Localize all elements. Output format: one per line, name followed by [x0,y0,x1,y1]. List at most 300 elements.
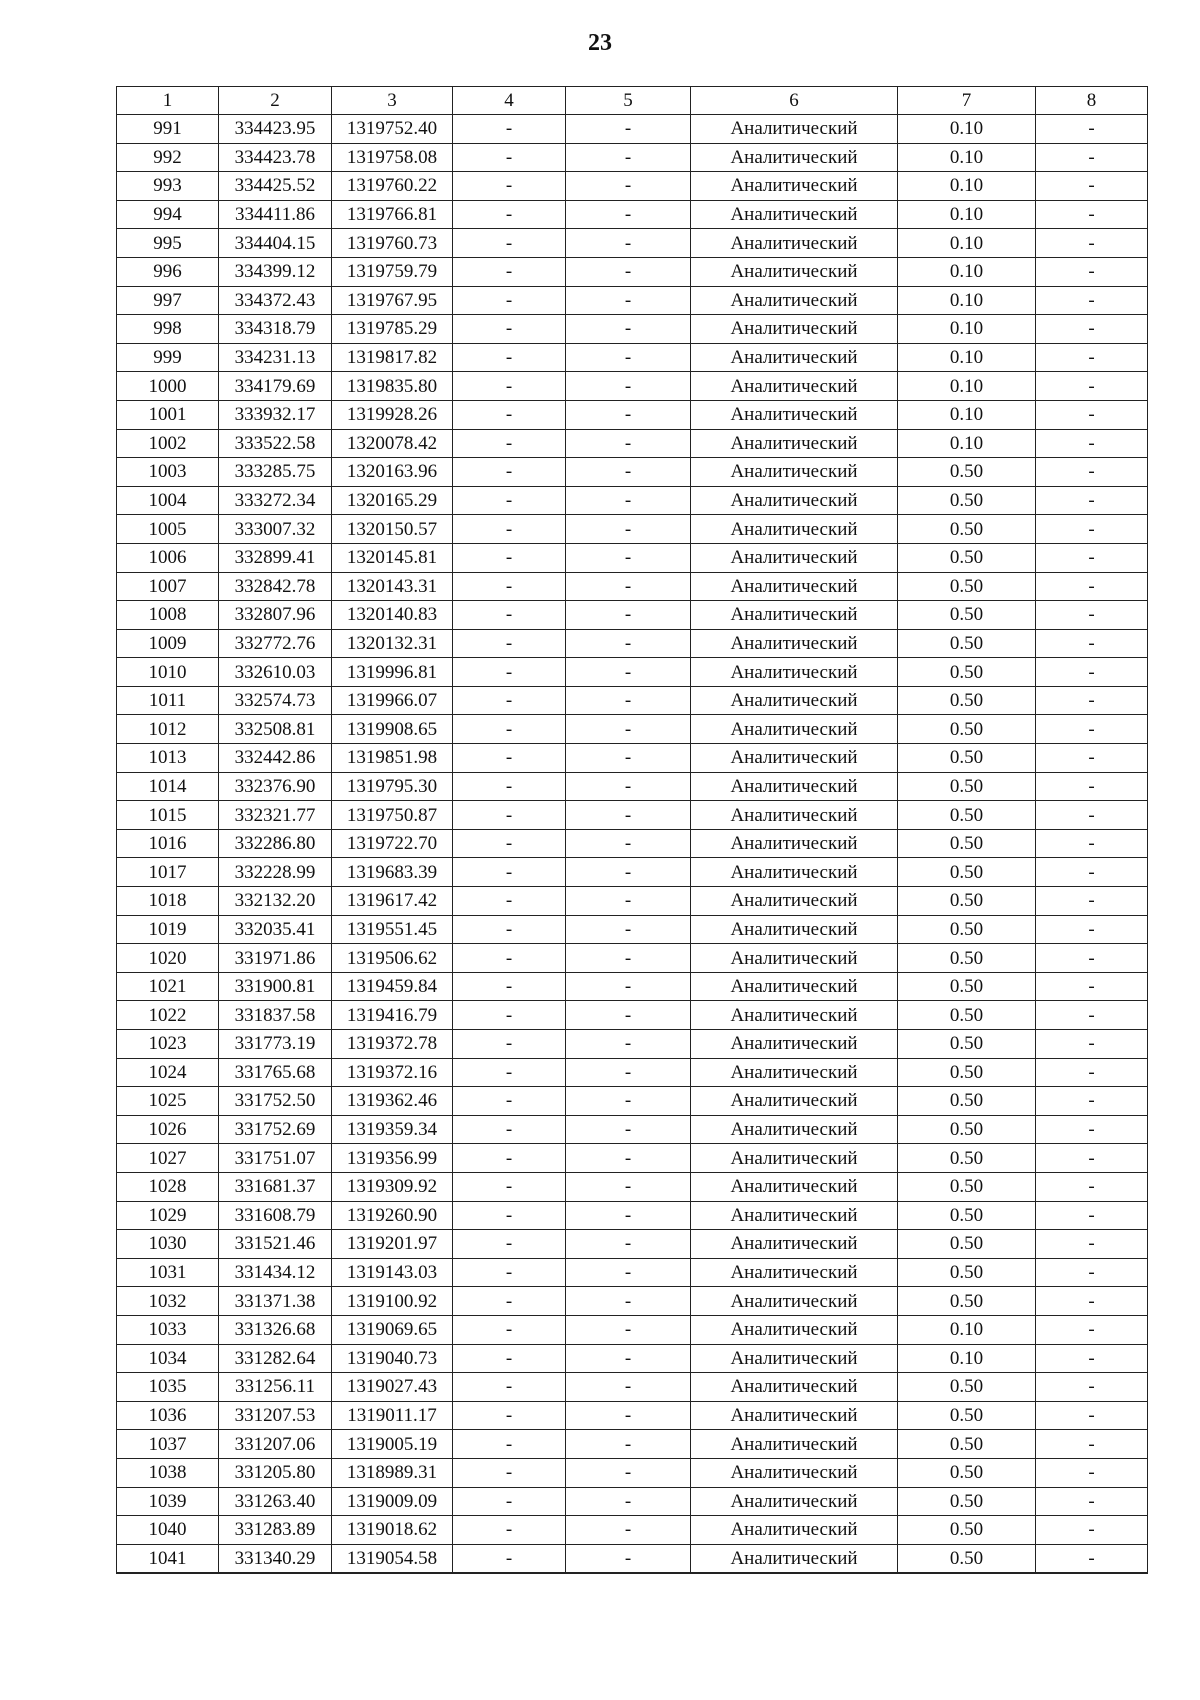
method-cell: Аналитический [691,915,898,944]
coord-x-cell: 331263.40 [219,1487,332,1516]
col5-cell: - [566,372,691,401]
table-row [117,515,1148,544]
col5-cell: - [566,1201,691,1230]
col4-cell: - [453,1373,566,1402]
accuracy-cell: 0.50 [898,1487,1036,1516]
col8-cell: - [1036,1430,1148,1459]
point-number-cell: 995 [117,229,219,258]
col8-cell: - [1036,1087,1148,1116]
col8-cell: - [1036,1201,1148,1230]
table-row [117,1458,1148,1487]
method-cell: Аналитический [691,458,898,487]
coord-x-cell: 331752.50 [219,1087,332,1116]
method-cell: Аналитический [691,887,898,916]
col4-cell: - [453,772,566,801]
point-number-cell: 1036 [117,1401,219,1430]
accuracy-cell: 0.50 [898,601,1036,630]
col4-cell: - [453,1087,566,1116]
col8-cell: - [1036,1144,1148,1173]
table-row [117,858,1148,887]
point-number-cell: 1004 [117,486,219,515]
accuracy-cell: 0.50 [898,1058,1036,1087]
accuracy-cell: 0.50 [898,1258,1036,1287]
col5-cell: - [566,1287,691,1316]
table-row [117,1172,1148,1201]
col5-cell: - [566,343,691,372]
accuracy-cell: 0.10 [898,400,1036,429]
point-number-cell: 1037 [117,1430,219,1459]
col4-cell: - [453,887,566,916]
accuracy-cell: 0.50 [898,486,1036,515]
col5-cell: - [566,944,691,973]
col4-cell: - [453,229,566,258]
coord-y-cell: 1319617.42 [332,887,453,916]
coord-x-cell: 331434.12 [219,1258,332,1287]
point-number-cell: 1008 [117,601,219,630]
col4-cell: - [453,1144,566,1173]
coord-x-cell: 332286.80 [219,829,332,858]
table-row [117,658,1148,687]
accuracy-cell: 0.10 [898,343,1036,372]
coord-x-cell: 334372.43 [219,286,332,315]
col8-cell: - [1036,1373,1148,1402]
method-cell: Аналитический [691,1201,898,1230]
table-row [117,1230,1148,1259]
col5-cell: - [566,1058,691,1087]
coord-x-cell: 333285.75 [219,458,332,487]
col8-cell: - [1036,772,1148,801]
coordinates-table [116,86,1148,1574]
method-cell: Аналитический [691,772,898,801]
coord-x-cell: 331837.58 [219,1001,332,1030]
col5-cell: - [566,1373,691,1402]
table-row [117,1030,1148,1059]
table-row [117,944,1148,973]
col5-cell: - [566,1258,691,1287]
col5-cell: - [566,1172,691,1201]
table-row [117,686,1148,715]
col4-cell: - [453,1401,566,1430]
col8-cell: - [1036,1487,1148,1516]
coord-x-cell: 331608.79 [219,1201,332,1230]
accuracy-cell: 0.50 [898,1115,1036,1144]
coord-y-cell: 1319054.58 [332,1544,453,1573]
table-row [117,972,1148,1001]
accuracy-cell: 0.50 [898,772,1036,801]
col4-cell: - [453,1458,566,1487]
accuracy-cell: 0.50 [898,887,1036,916]
col5-cell: - [566,257,691,286]
col8-cell: - [1036,629,1148,658]
column-header-1: 1 [117,87,219,115]
col4-cell: - [453,1487,566,1516]
col5-cell: - [566,801,691,830]
col4-cell: - [453,543,566,572]
col8-cell: - [1036,1344,1148,1373]
method-cell: Аналитический [691,801,898,830]
col4-cell: - [453,972,566,1001]
col8-cell: - [1036,972,1148,1001]
col8-cell: - [1036,315,1148,344]
col4-cell: - [453,1115,566,1144]
col8-cell: - [1036,601,1148,630]
method-cell: Аналитический [691,286,898,315]
point-number-cell: 1029 [117,1201,219,1230]
accuracy-cell: 0.50 [898,1030,1036,1059]
table-row [117,172,1148,201]
col8-cell: - [1036,658,1148,687]
coord-y-cell: 1320165.29 [332,486,453,515]
point-number-cell: 1005 [117,515,219,544]
coord-x-cell: 333932.17 [219,400,332,429]
coord-y-cell: 1319018.62 [332,1516,453,1545]
col8-cell: - [1036,1315,1148,1344]
accuracy-cell: 0.50 [898,658,1036,687]
coord-y-cell: 1319996.81 [332,658,453,687]
point-number-cell: 1012 [117,715,219,744]
col4-cell: - [453,801,566,830]
coord-y-cell: 1320150.57 [332,515,453,544]
table-row [117,458,1148,487]
table-row [117,801,1148,830]
method-cell: Аналитический [691,658,898,687]
col5-cell: - [566,715,691,744]
method-cell: Аналитический [691,1373,898,1402]
col5-cell: - [566,1401,691,1430]
col5-cell: - [566,286,691,315]
method-cell: Аналитический [691,1458,898,1487]
accuracy-cell: 0.50 [898,1287,1036,1316]
coord-y-cell: 1319372.78 [332,1030,453,1059]
point-number-cell: 1025 [117,1087,219,1116]
table-row [117,829,1148,858]
col8-cell: - [1036,1001,1148,1030]
accuracy-cell: 0.50 [898,1144,1036,1173]
col8-cell: - [1036,400,1148,429]
col8-cell: - [1036,286,1148,315]
method-cell: Аналитический [691,715,898,744]
coord-x-cell: 334231.13 [219,343,332,372]
table-row [117,1544,1148,1573]
coord-x-cell: 331752.69 [219,1115,332,1144]
column-header-2: 2 [219,87,332,115]
col8-cell: - [1036,257,1148,286]
coord-y-cell: 1319766.81 [332,200,453,229]
col4-cell: - [453,744,566,773]
col8-cell: - [1036,1516,1148,1545]
col8-cell: - [1036,1401,1148,1430]
column-header-8: 8 [1036,87,1148,115]
method-cell: Аналитический [691,143,898,172]
method-cell: Аналитический [691,486,898,515]
column-header-5: 5 [566,87,691,115]
coord-y-cell: 1319372.16 [332,1058,453,1087]
col8-cell: - [1036,143,1148,172]
table-row [117,772,1148,801]
table-row [117,1001,1148,1030]
table-row [117,1315,1148,1344]
accuracy-cell: 0.10 [898,143,1036,172]
coord-y-cell: 1320145.81 [332,543,453,572]
col5-cell: - [566,629,691,658]
col5-cell: - [566,1087,691,1116]
col8-cell: - [1036,572,1148,601]
method-cell: Аналитический [691,315,898,344]
method-cell: Аналитический [691,1516,898,1545]
col8-cell: - [1036,172,1148,201]
coord-y-cell: 1320078.42 [332,429,453,458]
coord-x-cell: 332321.77 [219,801,332,830]
col5-cell: - [566,1458,691,1487]
coord-x-cell: 334404.15 [219,229,332,258]
method-cell: Аналитический [691,829,898,858]
col4-cell: - [453,115,566,144]
coord-x-cell: 332508.81 [219,715,332,744]
col5-cell: - [566,400,691,429]
method-cell: Аналитический [691,1172,898,1201]
table-row [117,115,1148,144]
coord-y-cell: 1319722.70 [332,829,453,858]
col4-cell: - [453,1544,566,1573]
table-row [117,1516,1148,1545]
coord-x-cell: 332610.03 [219,658,332,687]
coord-x-cell: 331256.11 [219,1373,332,1402]
coord-x-cell: 332842.78 [219,572,332,601]
accuracy-cell: 0.50 [898,629,1036,658]
col5-cell: - [566,1344,691,1373]
col5-cell: - [566,1030,691,1059]
point-number-cell: 1020 [117,944,219,973]
accuracy-cell: 0.10 [898,372,1036,401]
col5-cell: - [566,1144,691,1173]
table-row [117,1258,1148,1287]
method-cell: Аналитический [691,572,898,601]
col5-cell: - [566,115,691,144]
coord-y-cell: 1319143.03 [332,1258,453,1287]
coord-y-cell: 1319069.65 [332,1315,453,1344]
col4-cell: - [453,858,566,887]
point-number-cell: 996 [117,257,219,286]
method-cell: Аналитический [691,229,898,258]
col4-cell: - [453,172,566,201]
accuracy-cell: 0.50 [898,944,1036,973]
coord-y-cell: 1320163.96 [332,458,453,487]
accuracy-cell: 0.50 [898,972,1036,1001]
point-number-cell: 1041 [117,1544,219,1573]
coord-x-cell: 333522.58 [219,429,332,458]
column-header-6: 6 [691,87,898,115]
method-cell: Аналитический [691,1487,898,1516]
method-cell: Аналитический [691,343,898,372]
table-row [117,601,1148,630]
coord-x-cell: 331371.38 [219,1287,332,1316]
coord-x-cell: 332899.41 [219,543,332,572]
table-row [117,200,1148,229]
col4-cell: - [453,1058,566,1087]
table-row [117,1287,1148,1316]
coord-y-cell: 1319760.73 [332,229,453,258]
col5-cell: - [566,1544,691,1573]
method-cell: Аналитический [691,1087,898,1116]
coord-x-cell: 334318.79 [219,315,332,344]
method-cell: Аналитический [691,1258,898,1287]
accuracy-cell: 0.10 [898,1344,1036,1373]
point-number-cell: 1009 [117,629,219,658]
coord-x-cell: 331773.19 [219,1030,332,1059]
point-number-cell: 1023 [117,1030,219,1059]
accuracy-cell: 0.50 [898,458,1036,487]
table-row [117,229,1148,258]
point-number-cell: 1038 [117,1458,219,1487]
col4-cell: - [453,1030,566,1059]
col5-cell: - [566,686,691,715]
method-cell: Аналитический [691,372,898,401]
table-row [117,1087,1148,1116]
col8-cell: - [1036,801,1148,830]
method-cell: Аналитический [691,1230,898,1259]
col5-cell: - [566,229,691,258]
coord-y-cell: 1319356.99 [332,1144,453,1173]
accuracy-cell: 0.10 [898,429,1036,458]
table-row [117,1430,1148,1459]
coord-x-cell: 332035.41 [219,915,332,944]
col4-cell: - [453,829,566,858]
method-cell: Аналитический [691,543,898,572]
col5-cell: - [566,858,691,887]
table-row [117,915,1148,944]
table-row [117,400,1148,429]
accuracy-cell: 0.10 [898,315,1036,344]
coord-x-cell: 331283.89 [219,1516,332,1545]
col5-cell: - [566,1430,691,1459]
col4-cell: - [453,286,566,315]
point-number-cell: 1032 [117,1287,219,1316]
coord-x-cell: 334425.52 [219,172,332,201]
table-row [117,1201,1148,1230]
coord-x-cell: 332228.99 [219,858,332,887]
point-number-cell: 1034 [117,1344,219,1373]
method-cell: Аналитический [691,429,898,458]
accuracy-cell: 0.50 [898,572,1036,601]
col5-cell: - [566,458,691,487]
col5-cell: - [566,429,691,458]
table-row [117,629,1148,658]
point-number-cell: 1027 [117,1144,219,1173]
coord-x-cell: 334399.12 [219,257,332,286]
coord-x-cell: 331340.29 [219,1544,332,1573]
method-cell: Аналитический [691,972,898,1001]
coord-y-cell: 1319835.80 [332,372,453,401]
accuracy-cell: 0.50 [898,915,1036,944]
method-cell: Аналитический [691,200,898,229]
point-number-cell: 1010 [117,658,219,687]
point-number-cell: 1030 [117,1230,219,1259]
col4-cell: - [453,1001,566,1030]
table-row [117,315,1148,344]
col5-cell: - [566,887,691,916]
accuracy-cell: 0.50 [898,543,1036,572]
col4-cell: - [453,315,566,344]
point-number-cell: 1015 [117,801,219,830]
coord-y-cell: 1319506.62 [332,944,453,973]
table-row [117,429,1148,458]
coord-y-cell: 1319362.46 [332,1087,453,1116]
point-number-cell: 1021 [117,972,219,1001]
col4-cell: - [453,601,566,630]
col8-cell: - [1036,343,1148,372]
col4-cell: - [453,143,566,172]
coord-y-cell: 1319817.82 [332,343,453,372]
col5-cell: - [566,1115,691,1144]
method-cell: Аналитический [691,1401,898,1430]
method-cell: Аналитический [691,858,898,887]
method-cell: Аналитический [691,1030,898,1059]
coord-x-cell: 332772.76 [219,629,332,658]
table-row [117,1401,1148,1430]
coord-x-cell: 332376.90 [219,772,332,801]
coord-y-cell: 1319201.97 [332,1230,453,1259]
coord-x-cell: 332442.86 [219,744,332,773]
coord-x-cell: 334423.95 [219,115,332,144]
coord-y-cell: 1319785.29 [332,315,453,344]
col5-cell: - [566,915,691,944]
point-number-cell: 1035 [117,1373,219,1402]
table-row [117,286,1148,315]
coord-y-cell: 1319011.17 [332,1401,453,1430]
accuracy-cell: 0.50 [898,1230,1036,1259]
col5-cell: - [566,200,691,229]
col4-cell: - [453,1287,566,1316]
accuracy-cell: 0.10 [898,200,1036,229]
coord-y-cell: 1319040.73 [332,1344,453,1373]
table-row [117,1115,1148,1144]
coord-x-cell: 331900.81 [219,972,332,1001]
coord-y-cell: 1319759.79 [332,257,453,286]
table-row [117,1487,1148,1516]
point-number-cell: 1017 [117,858,219,887]
accuracy-cell: 0.50 [898,858,1036,887]
method-cell: Аналитический [691,172,898,201]
accuracy-cell: 0.50 [898,829,1036,858]
col8-cell: - [1036,229,1148,258]
accuracy-cell: 0.50 [898,801,1036,830]
col5-cell: - [566,1315,691,1344]
col8-cell: - [1036,944,1148,973]
method-cell: Аналитический [691,1287,898,1316]
coord-x-cell: 332574.73 [219,686,332,715]
coord-x-cell: 331282.64 [219,1344,332,1373]
table-row [117,143,1148,172]
method-cell: Аналитический [691,1315,898,1344]
coord-x-cell: 331207.06 [219,1430,332,1459]
col4-cell: - [453,429,566,458]
point-number-cell: 991 [117,115,219,144]
col4-cell: - [453,686,566,715]
col8-cell: - [1036,515,1148,544]
accuracy-cell: 0.50 [898,1087,1036,1116]
method-cell: Аналитический [691,1058,898,1087]
coord-x-cell: 332132.20 [219,887,332,916]
point-number-cell: 1000 [117,372,219,401]
coord-x-cell: 331681.37 [219,1172,332,1201]
col8-cell: - [1036,458,1148,487]
col4-cell: - [453,1516,566,1545]
table-row [117,343,1148,372]
table-row [117,887,1148,916]
coord-y-cell: 1319760.22 [332,172,453,201]
table-row [117,543,1148,572]
method-cell: Аналитический [691,944,898,973]
